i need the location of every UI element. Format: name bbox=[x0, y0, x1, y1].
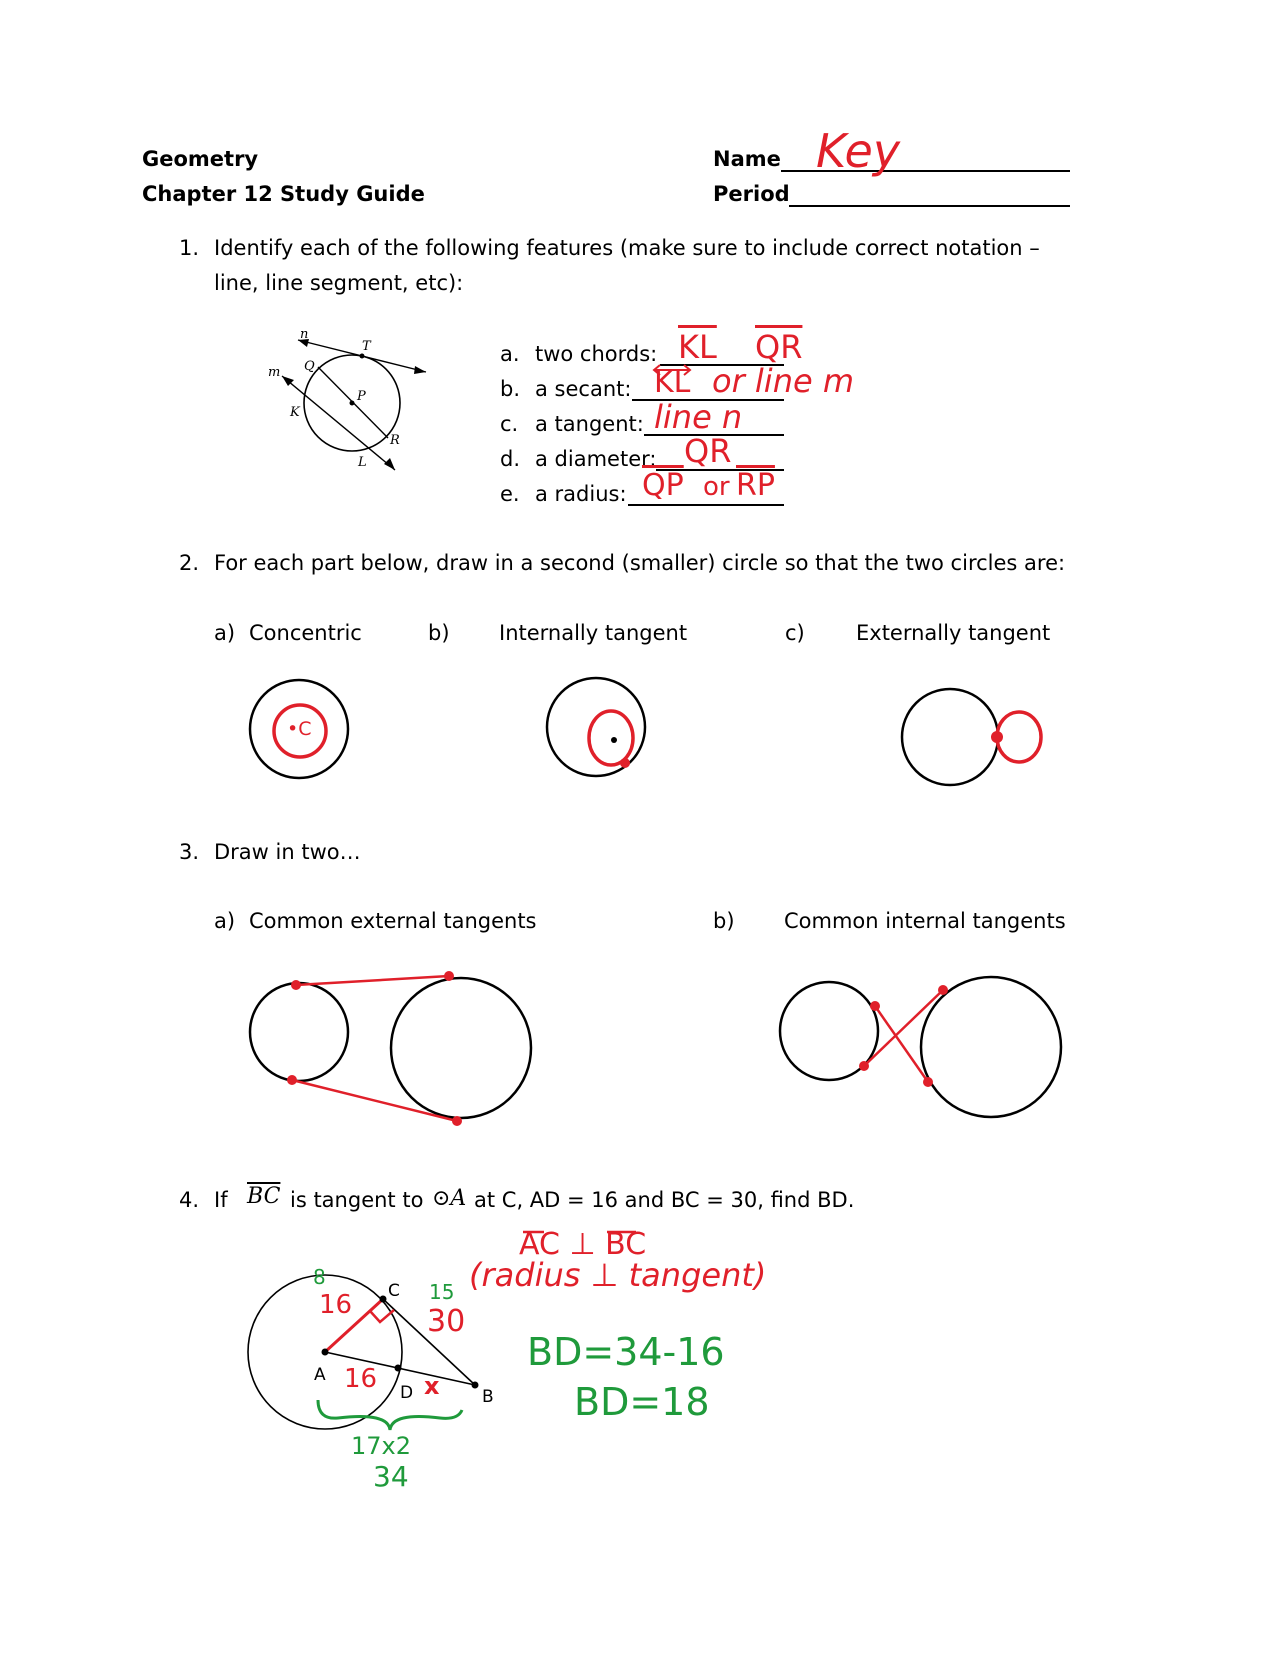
q2-number: 2. bbox=[179, 551, 200, 575]
q1-prompt-line1: Identify each of the following features (make sure to include correct notation – bbox=[214, 236, 1040, 260]
q1b-label: a secant: bbox=[535, 377, 632, 401]
q3-number: 3. bbox=[179, 840, 200, 864]
q1d-letter: d. bbox=[500, 447, 521, 471]
q2c-letter: c) bbox=[785, 621, 805, 645]
label-n: n bbox=[300, 327, 309, 342]
q2a-letter: a) bbox=[214, 621, 236, 645]
q4-label-15: 15 bbox=[429, 1280, 455, 1304]
chapter-title: Chapter 12 Study Guide bbox=[142, 182, 425, 206]
q3b-label: Common internal tangents bbox=[784, 909, 1066, 933]
q4-label-b: B bbox=[482, 1387, 494, 1407]
q4-brace bbox=[318, 1400, 462, 1430]
name-value: Key bbox=[816, 124, 901, 178]
q3a-label: Common external tangents bbox=[249, 909, 537, 933]
q1a-answer1: $\overline{KL}$ bbox=[678, 328, 717, 366]
q1b-answer1: KL bbox=[654, 365, 691, 400]
q3b-letter: b) bbox=[713, 909, 735, 933]
q4-label-30: 30 bbox=[427, 1304, 466, 1339]
q1b-letter: b. bbox=[500, 377, 521, 401]
q3-prompt: Draw in two… bbox=[214, 840, 361, 864]
q1e-letter: e. bbox=[500, 482, 520, 506]
q4-right-angle-mark bbox=[370, 1310, 394, 1322]
label-K: K bbox=[290, 405, 300, 420]
q4-label-16-radius: 16 bbox=[319, 1290, 353, 1320]
q1e-label: a radius: bbox=[535, 482, 627, 506]
q4-point-b bbox=[472, 1382, 479, 1389]
q1e-answer3: $\overline{RP}$ bbox=[736, 468, 775, 503]
q1a-label: two chords: bbox=[535, 342, 658, 366]
q4-point-d bbox=[395, 1365, 402, 1372]
q1-prompt-line2: line, line segment, etc): bbox=[214, 271, 464, 295]
q1-number: 1. bbox=[179, 236, 200, 260]
q1e-answer2: or bbox=[703, 472, 730, 502]
q1e-answer1: $\overline{QP}$ bbox=[642, 468, 684, 503]
q2a-center-label: •C bbox=[287, 718, 312, 740]
period-label: Period bbox=[713, 182, 790, 206]
q1a-letter: a. bbox=[500, 342, 520, 366]
q4-label-c: C bbox=[388, 1281, 400, 1301]
q4-mult: 17x2 bbox=[351, 1432, 412, 1460]
q1a-answer2: $\overline{QR}$ bbox=[755, 328, 803, 366]
q4-label-d: D bbox=[400, 1383, 414, 1403]
q4-bc: $\overline{BC}$ bbox=[247, 1184, 281, 1209]
q4-point-c bbox=[380, 1296, 387, 1303]
q4-label-a: A bbox=[314, 1365, 326, 1385]
q4-point-a bbox=[322, 1349, 329, 1356]
q1c-label: a tangent: bbox=[535, 412, 644, 436]
q4-tangent-to: is tangent to bbox=[290, 1188, 424, 1212]
q4-prompt-rest: at C, AD = 16 and BC = 30, find BD. bbox=[474, 1188, 855, 1212]
q1d-label: a diameter: bbox=[535, 447, 657, 471]
q2c-label: Externally tangent bbox=[856, 621, 1051, 645]
q4-eq2: BD=18 bbox=[574, 1380, 710, 1424]
q4-number: 4. bbox=[179, 1188, 200, 1212]
name-label: Name bbox=[713, 147, 781, 171]
q4-if: If bbox=[214, 1188, 228, 1212]
q4-x-mark: x bbox=[424, 1372, 440, 1400]
label-Q: Q bbox=[304, 359, 315, 374]
q1b-answer2: or line m bbox=[712, 362, 854, 400]
label-P: P bbox=[357, 389, 366, 404]
q2a-label: Concentric bbox=[249, 621, 362, 645]
q4-label-16-ad: 16 bbox=[344, 1364, 378, 1394]
q4-label-8: 8 bbox=[313, 1265, 326, 1289]
q4-total: 34 bbox=[373, 1460, 409, 1493]
q4-perp-statement: AC ⊥ BC bbox=[519, 1227, 647, 1262]
label-L: L bbox=[358, 455, 367, 470]
q2b-letter: b) bbox=[428, 621, 450, 645]
label-R: R bbox=[390, 433, 400, 448]
q4-eq1: BD=34-16 bbox=[527, 1330, 725, 1374]
label-m: m bbox=[268, 365, 281, 380]
q1d-answer1: QR bbox=[684, 432, 732, 470]
q1c-answer1: line n bbox=[654, 398, 743, 436]
course-title: Geometry bbox=[142, 147, 259, 171]
label-T: T bbox=[362, 339, 371, 354]
q2-prompt: For each part below, draw in a second (smaller) circle so that the two circles are: bbox=[214, 551, 1066, 575]
q2b-label: Internally tangent bbox=[499, 621, 688, 645]
q4-reason: (radius ⊥ tangent) bbox=[469, 1256, 767, 1294]
q1c-letter: c. bbox=[500, 412, 519, 436]
q4-circle-a: ⊙A bbox=[432, 1186, 467, 1211]
q3a-letter: a) bbox=[214, 909, 236, 933]
